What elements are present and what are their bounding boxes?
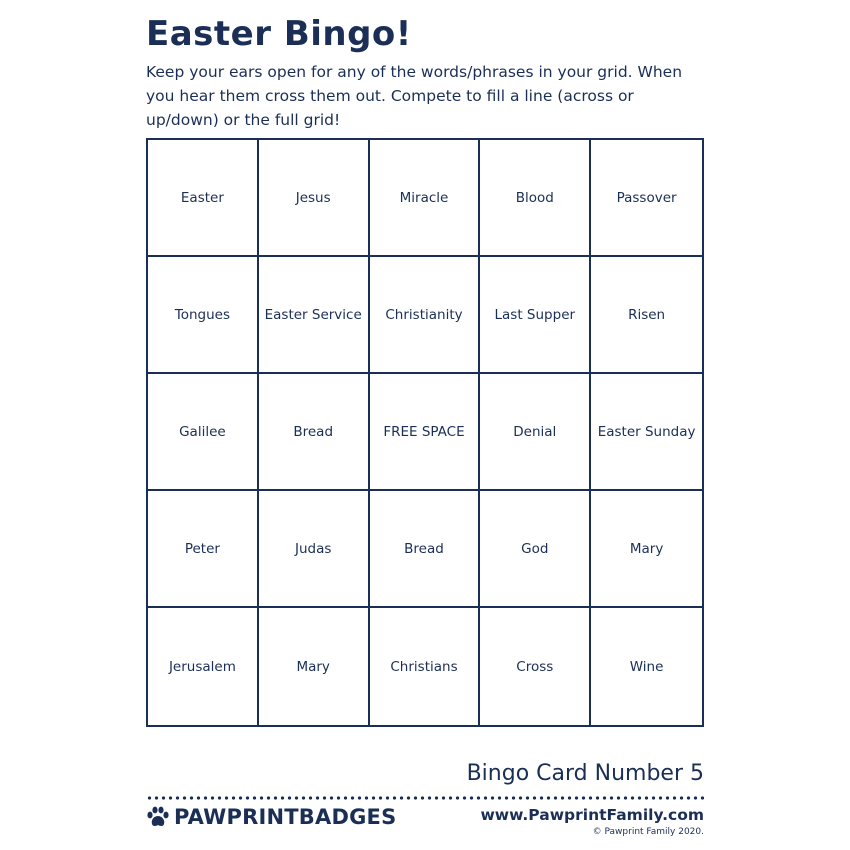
bingo-cell[interactable]: God <box>480 491 591 608</box>
bingo-cell[interactable]: Jerusalem <box>148 608 259 725</box>
free-space-cell[interactable]: FREE SPACE <box>370 374 481 491</box>
copyright-text: © Pawprint Family 2020. <box>592 827 704 837</box>
bingo-cell[interactable]: Jesus <box>259 140 370 257</box>
bingo-cell[interactable]: Easter Service <box>259 257 370 374</box>
page-title: Easter Bingo! <box>146 14 412 54</box>
bingo-cell[interactable]: Judas <box>259 491 370 608</box>
bingo-cell[interactable]: Denial <box>480 374 591 491</box>
pawprint-badges-logo <box>146 805 396 829</box>
bingo-cell[interactable]: Mary <box>591 491 702 608</box>
card-number-label: Bingo Card Number 5 <box>466 761 704 786</box>
bingo-cell[interactable]: Christians <box>370 608 481 725</box>
bingo-cell[interactable]: Blood <box>480 140 591 257</box>
bingo-cell[interactable]: Easter Sunday <box>591 374 702 491</box>
dotted-divider <box>146 796 704 800</box>
bingo-cell[interactable]: Galilee <box>148 374 259 491</box>
paw-print-icon <box>146 806 170 828</box>
bingo-cell[interactable]: Wine <box>629 658 664 675</box>
bingo-cell[interactable]: Cross <box>480 608 591 725</box>
bingo-cell[interactable]: Last Supper <box>480 257 591 374</box>
logo-text: PAWPRINTBADGES <box>174 805 397 829</box>
bingo-cell[interactable]: Tongues <box>148 257 259 374</box>
bingo-cell[interactable]: Easter <box>148 140 259 257</box>
bingo-cell[interactable]: Passover <box>591 140 702 257</box>
bingo-cell[interactable]: Bread <box>259 374 370 491</box>
bingo-cell[interactable]: Miracle <box>370 140 481 257</box>
bingo-cell[interactable]: Mary <box>259 608 370 725</box>
bingo-cell[interactable]: Risen <box>591 257 702 374</box>
bingo-cell[interactable]: Peter <box>148 491 259 608</box>
bingo-cell[interactable]: Christianity <box>370 257 481 374</box>
website-url: www.PawprintFamily.com <box>480 806 704 824</box>
bingo-grid <box>146 138 704 727</box>
bingo-cell[interactable]: Bread <box>370 491 481 608</box>
instructions-text: Keep your ears open for any of the words/phrases in your grid. When you hear them cross them out. Compete to fill a line (across or up/down) or the full grid! <box>146 63 683 129</box>
